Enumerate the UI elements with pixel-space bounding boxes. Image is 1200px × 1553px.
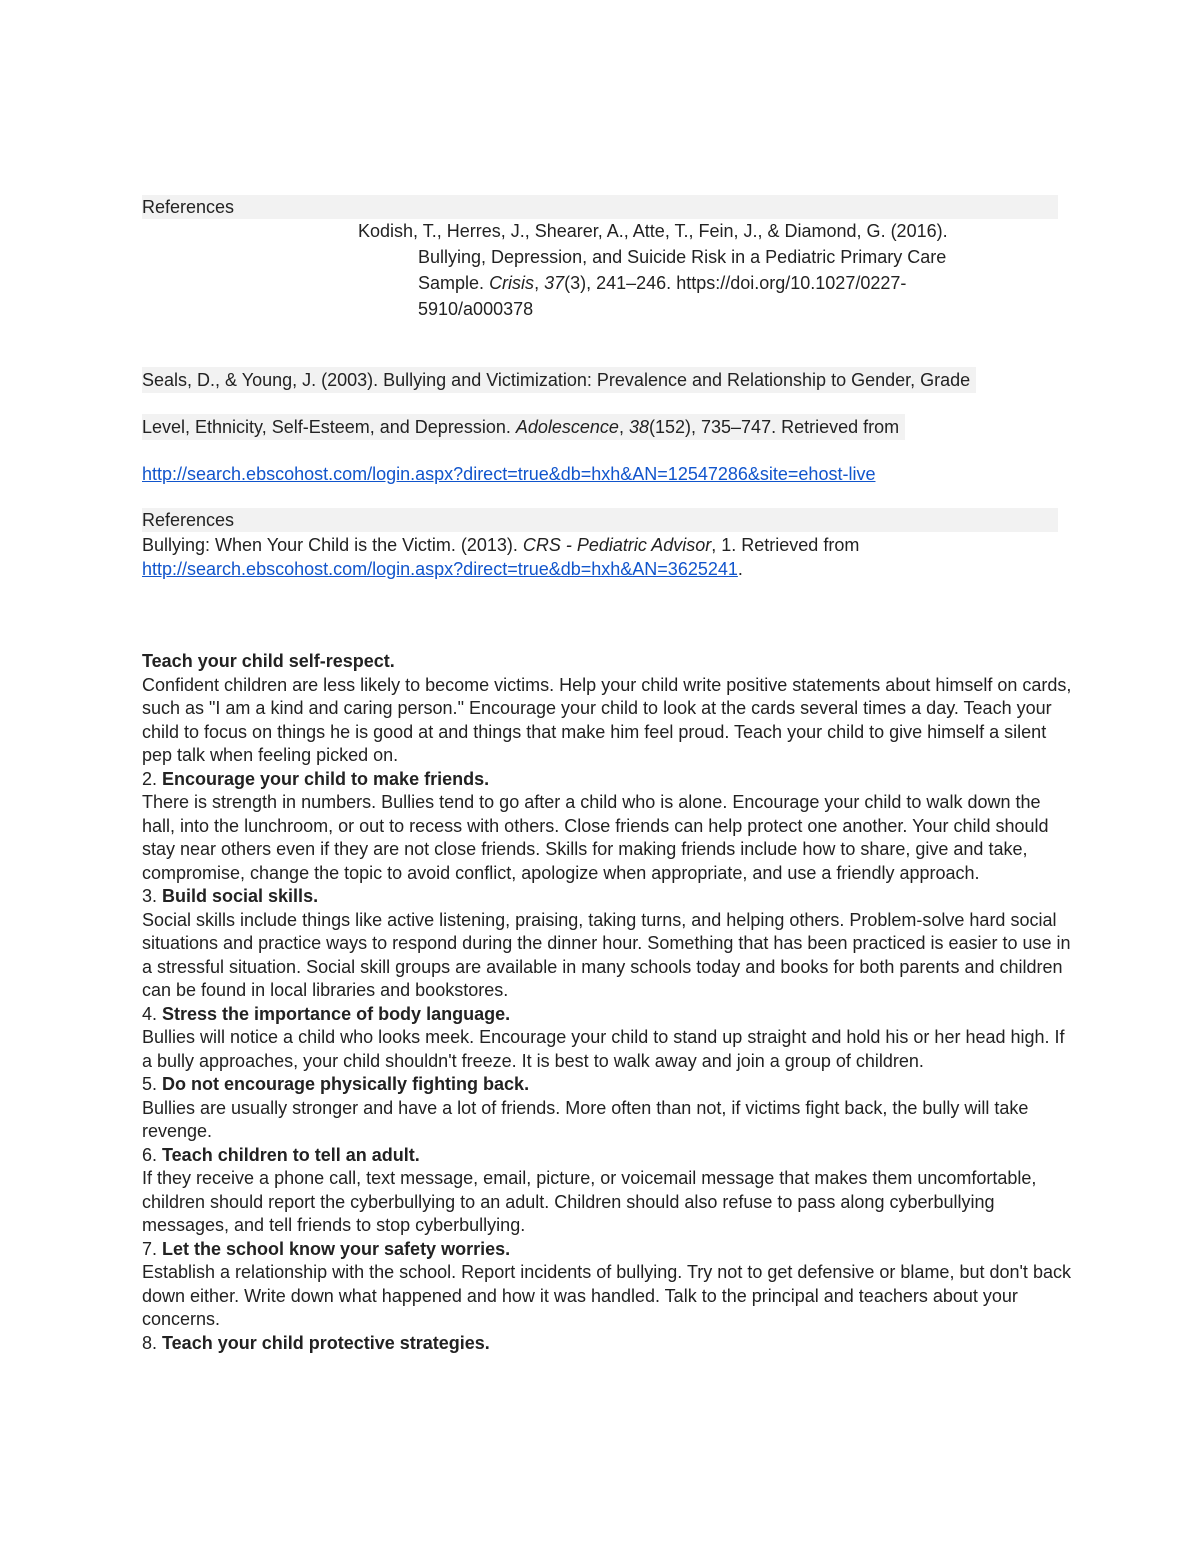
tip-number: 6. [142,1144,163,1165]
tip-8-heading [142,1332,1072,1356]
tip-5-body: Bullies are usually stronger and have a lot of friends. More often than not, if victims fight back, the bully will take revenge. [142,1097,1029,1141]
tip-3-heading [142,885,1072,909]
tip-title: Teach your child protective strategies. [162,1332,490,1353]
tip-6-heading [142,1144,1072,1168]
seals-url-line [142,461,875,487]
tip-7-body: Establish a relationship with the school. Report incidents of bullying. Try not to get defensive or blame, but don't back down either. Write down what happened and how it was handled. Talk to the principal and teachers about your concerns. [142,1262,1071,1329]
kodish-issue-pages: (3), 241–246. [564,273,672,293]
tip-7-heading [142,1238,1072,1262]
bullying-victim-line-1 [142,532,859,558]
tip-2-body: There is strength in numbers. Bullies tend to go after a child who is alone. Encourage your child to walk down the hall, into the lunchroom, or out to recess with others. Close friends can help protect one another. Your child should stay near others even if they are not close friends. Skills for making friends include how to share, give and take, compromise, change the topic to avoid conflict, apologize when appropriate, and use a friendly approach. [142,792,1049,883]
references-heading-1 [142,195,1058,219]
kodish-source: Sample. Crisis, 37(3), 241–246. https://doi.org/10.1027/0227- [418,273,907,293]
tip-5-heading [142,1073,1072,1097]
bullying-victim-url-line [142,556,743,582]
seals-line-1: Seals, D., & Young, J. (2003). Bullying and Victimization: Prevalence and Relationship to Gender, Grade [142,367,976,393]
seals-volume: 38 [628,417,649,437]
tip-number: 5. [142,1074,163,1094]
tip-title: Let the school know your safety worries. [162,1238,511,1259]
seals-line-2-post: (152), 735–747. Retrieved from [648,417,900,437]
tip-title: Teach your child self-respect. [142,651,395,671]
kodish-title: Bullying, Depression, and Suicide Risk in a Pediatric Primary Care [418,247,947,267]
tip-number: 7. [142,1238,163,1259]
tip-1-heading [142,650,1072,674]
tip-title: Do not encourage physically fighting back. [162,1074,530,1094]
tip-title: Encourage your child to make friends. [162,768,490,789]
tip-6-body: If they receive a phone call, text message, email, picture, or voicemail message that makes them uncomfortable, children should report the cyberbullying to an adult. Children should also refuse to pass along cyberbullying messages, and tell friends to stop cyberbullying. [142,1168,1037,1235]
references-heading-2-text: References [142,510,235,530]
tip-number: 4. [142,1003,163,1024]
kodish-authors: Kodish, T., Herres, J., Shearer, A., Atte, T., Fein, J., & Diamond, G. (2016). [358,221,948,241]
kodish-journal: Crisis [489,273,535,293]
bullying-victim-post: , 1. Retrieved from [711,535,860,555]
tip-2-heading [142,768,1072,792]
seals-journal: Adolescence [515,417,619,437]
bullying-victim-url-suffix: . [737,559,743,579]
tip-title: Teach children to tell an adult. [162,1144,420,1165]
references-heading-2 [142,508,1058,532]
tips-section [142,650,1072,1355]
kodish-title-end: Sample. [418,273,485,293]
tip-number: 8. [142,1332,163,1353]
tip-1-body: Confident children are less likely to become victims. Help your child write positive statements about himself on cards, such as "I am a kind and caring person." Encourage your child to look at the cards several times a day. Teach your child to focus on things he is good at and things that make him feel proud. Teach your child to give himself a silent pep talk when feeling picked on. [142,674,1072,765]
bullying-victim-journal: CRS - Pediatric Advisor [522,535,712,555]
tip-title: Build social skills. [162,886,319,906]
seals-line-2-pre: Level, Ethnicity, Self-Esteem, and Depression. [142,417,511,437]
kodish-doi-2: 5910/a000378 [418,299,534,319]
references-heading-text: References [142,197,235,217]
kodish-volume: 37 [544,273,565,293]
tip-4-heading [142,1003,1072,1027]
tip-title: Stress the importance of body language. [162,1003,511,1024]
kodish-doi-1: https://doi.org/10.1027/0227- [676,273,907,293]
tip-number: 3. [142,886,163,906]
bullying-victim-pre: Bullying: When Your Child is the Victim. (2013). [142,535,518,555]
tip-4-body: Bullies will notice a child who looks meek. Encourage your child to stand up straight and hold his or her head high. If a bully approaches, your child shouldn't freeze. It is best to walk away and join a group of children. [142,1027,1065,1071]
tip-number: 2. [142,768,163,789]
seals-line-2: Level, Ethnicity, Self-Esteem, and Depression. Adolescence, 38(152), 735–747. Retrieved from [142,414,905,440]
bullying-victim-url-link[interactable]: http://search.ebscohost.com/login.aspx?direct=true&db=hxh&AN=3625241 [142,559,738,579]
reference-kodish [358,218,1018,322]
seals-url-link[interactable]: http://search.ebscohost.com/login.aspx?direct=true&db=hxh&AN=12547286&site=ehost-live [142,464,876,484]
tip-3-body: Social skills include things like active listening, praising, taking turns, and helping others. Problem-solve hard social situations and practice ways to respond during the dinner hour. Something that has been practiced is easier to use in a stressful situation. Social skill groups are available in many schools today and books for both parents and children can be found in local libraries and bookstores. [142,909,1071,1000]
